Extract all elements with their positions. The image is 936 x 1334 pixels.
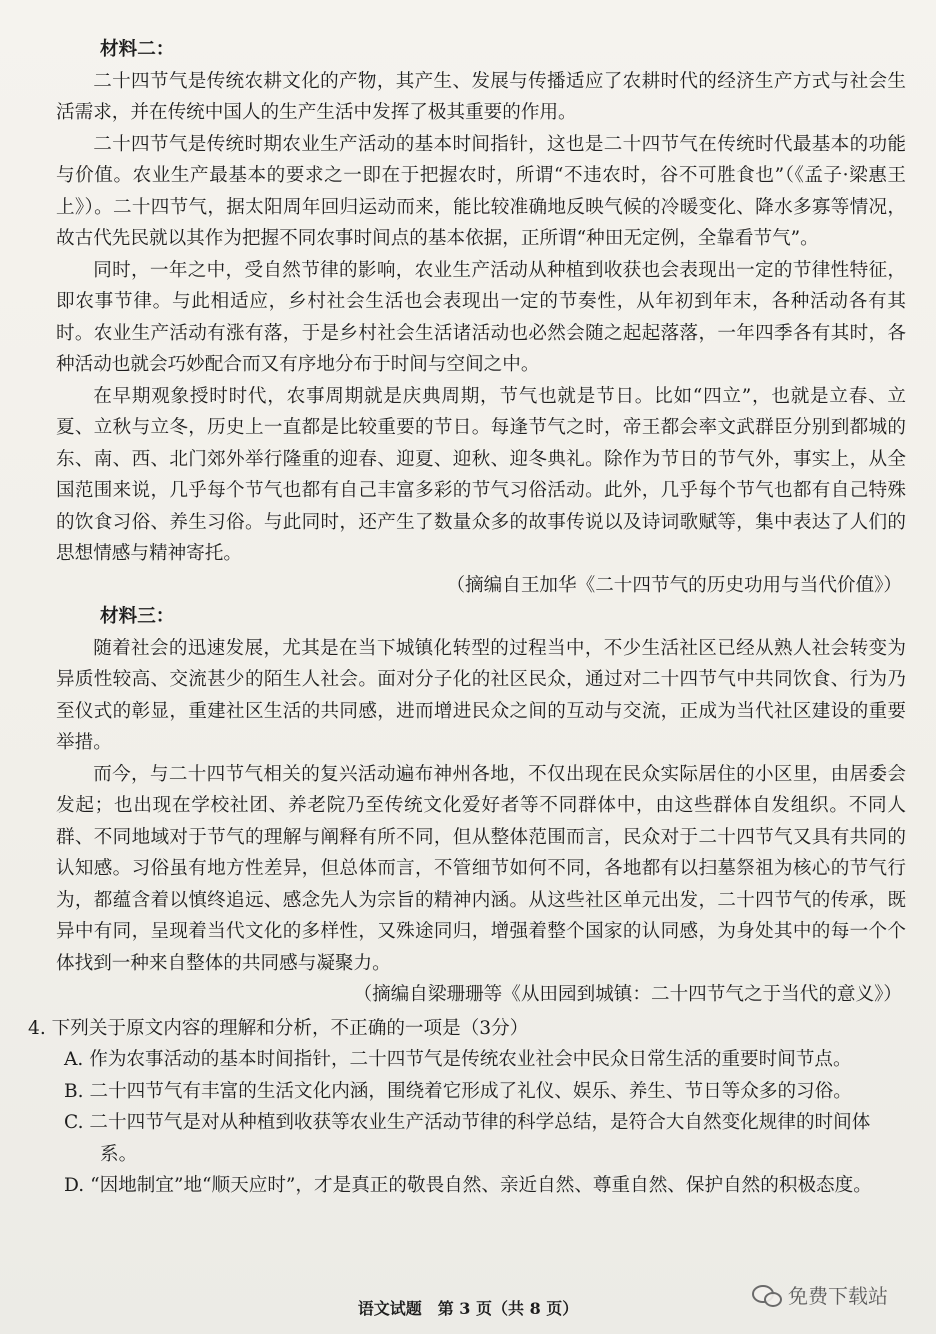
question-4-option-c: C. 二十四节气是对从种植到收获等农业生产活动节律的科学总结，是符合大自然变化规律的时间体系。: [64, 1112, 871, 1165]
question-4-option-a: A. 作为农事活动的基本时间指针，二十四节气是传统农业社会中民众日常生活的重要时间节点。: [64, 1049, 852, 1070]
page-footer: 语文试题 第 3 页（共 8 页）: [357, 1299, 579, 1318]
material2-paragraph-4: 在早期观象授时时代，农事周期就是庆典周期，节气也就是节日。比如“四立”，也就是立春、立夏、立秋与立冬，历史上一直都是比较重要的节日。每逢节气之时，帝王都会率文武群臣分别到都城的东、南、西、北门郊外举行隆重的迎春、迎夏、迎秋、迎冬典礼。除作为节日的节气外，事实上，从全国范围来说，几乎每个节气也都有自己丰富多彩的节气习俗活动。此外，几乎每个节气也都有自己特殊的饮食习俗、养生习俗。与此同时，还产生了数量众多的故事传说以及诗词歌赋等，集中表达了人们的思想情感与精神寄托。: [56, 385, 906, 564]
material2-paragraph-3: 同时，一年之中，受自然节律的影响，农业生产活动从种植到收获也会表现出一定的节律性特征，即农事节律。与此相适应，乡村社会生活也会表现出一定的节奏性，从年初到年末，各种活动各有其时。农业生产活动有涨有落，于是乡村社会生活诸活动也必然会随之起起落落，一年四季各有其时，各种活动也就会巧妙配合而又有序地分布于时间与空间之中。: [56, 259, 906, 375]
material3-source: （摘编自梁珊珊等《从田园到城镇：二十四节气之于当代的意义》）: [353, 984, 902, 1005]
question-4-stem: 4. 下列关于原文内容的理解和分析，不正确的一项是（3分）: [28, 1017, 529, 1039]
page-content: [28, 34, 906, 1202]
material2-paragraph-1: 二十四节气是传统农耕文化的产物，其产生、发展与传播适应了农耕时代的经济生产方式与社会生活需求，并在传统中国人的生产生活中发挥了极其重要的作用。: [56, 70, 906, 123]
question-4-option-b: B. 二十四节气有丰富的生活文化内涵，围绕着它形成了礼仪、娱乐、养生、节日等众多的习俗。: [64, 1080, 852, 1102]
material3-heading: 材料三：: [100, 606, 175, 627]
material3-paragraph-2: 而今，与二十四节气相关的复兴活动遍布神州各地，不仅出现在民众实际居住的小区里，由居委会发起；也出现在学校社团、养老院乃至传统文化爱好者等不同群体中，由这些群体自发组织。不同人群、不同地域对于节气的理解与阐释有所不同，但从整体范围而言，民众对于二十四节气又具有共同的认知感。习俗虽有地方性差异，但总体而言，不管细节如何不同，各地都有以扫墓祭祖为核心的节气行为，都蕴含着以慎终追远、感念先人为宗旨的精神内涵。从这些社区单元出发，二十四节气的传承，既异中有同，呈现着当代文化的多样性，又殊途同归，增强着整个国家的认同感，为身处其中的每一个个体找到一种来自整体的共同感与凝聚力。: [56, 763, 906, 974]
material3-paragraph-1: 随着社会的迅速发展，尤其是在当下城镇化转型的过程当中，不少生活社区已经从熟人社会转变为异质性较高、交流甚少的陌生人社会。面对分子化的社区民众，通过对二十四节气中共同饮食、行为乃至仪式的彰显，重建社区生活的共同感，进而增进民众之间的互动与交流，正成为当代社区建设的重要举措。: [56, 637, 906, 753]
material2-source: （摘编自王加华《二十四节气的历史功用与当代价值》）: [446, 574, 902, 596]
watermark-text: 免费下载站: [788, 1284, 888, 1308]
material2-heading: 材料二：: [100, 39, 175, 60]
question-4-option-d: D. “因地制宜”地“顺天应时”，才是真正的敬畏自然、亲近自然、尊重自然、保护自然的积极态度。: [64, 1175, 872, 1196]
material2-paragraph-2: 二十四节气是传统时期农业生产活动的基本时间指针，这也是二十四节气在传统时代最基本的功能与价值。农业生产最基本的要求之一即在于把握农时，所谓“不违农时，谷不可胜食也”（《孟子·梁惠王上》）。二十四节气，据太阳周年回归运动而来，能比较准确地反映气候的冷暖变化、降水多寡等情况，故古代先民就以其作为把握不同农事时间点的基本依据，正所谓“种田无定例，全靠看节气”。: [56, 133, 906, 249]
